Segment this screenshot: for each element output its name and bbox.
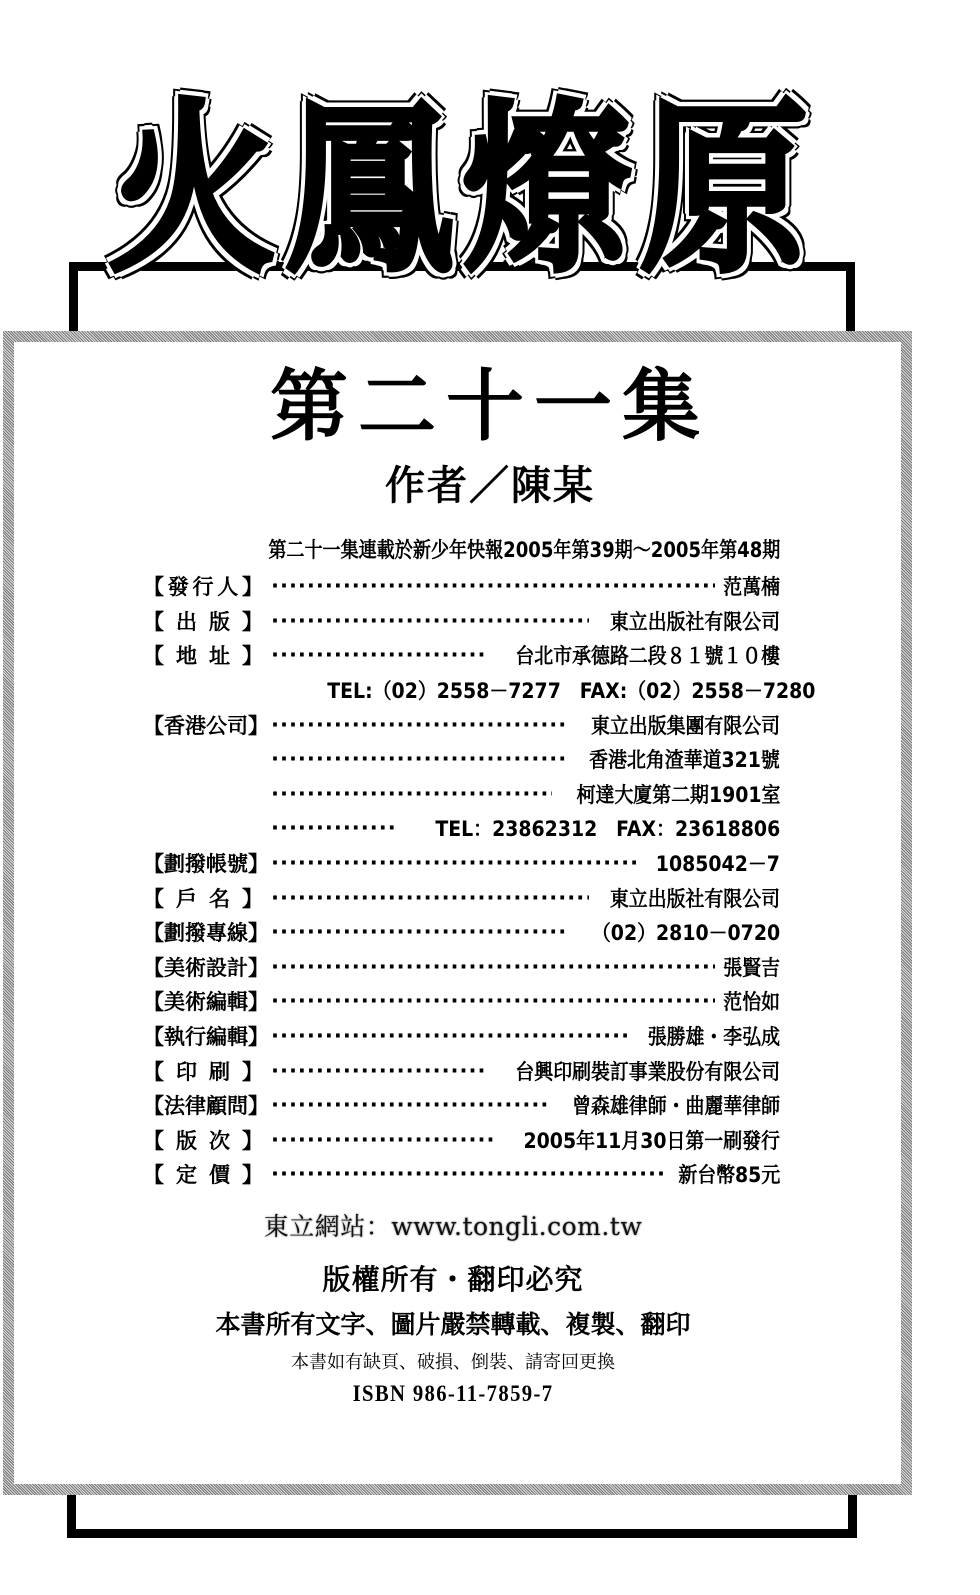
label-glyph: 人 — [217, 575, 239, 600]
label-glyph: 劃 — [164, 852, 185, 877]
label-glyph: 帳 — [206, 852, 227, 877]
label-glyph: 港 — [185, 713, 206, 738]
colophon-value: TEL：23862312 FAX：23618806 — [435, 817, 780, 842]
label-glyph: 【 — [143, 955, 164, 980]
label-glyph: 【 — [143, 1025, 164, 1050]
colophon-label — [143, 710, 269, 740]
dot-leader — [271, 816, 395, 840]
colophon-value: 台北市承德路二段８１號１０樓 — [515, 644, 780, 669]
label-glyph: 】 — [248, 921, 269, 946]
reproduction-notice: 本書所有文字、圖片嚴禁轉載、複製、翻印 — [215, 1310, 691, 1339]
label-glyph: 】 — [248, 1094, 269, 1119]
colophon-label — [143, 917, 269, 947]
label-glyph: 【 — [143, 886, 164, 911]
colophon-row — [143, 1019, 780, 1054]
dot-leader — [271, 1093, 547, 1117]
colophon-row — [143, 707, 780, 742]
label-glyph: 】 — [242, 886, 263, 911]
label-glyph: 出 — [176, 609, 197, 634]
colophon-value: 東立出版集團有限公司 — [591, 713, 780, 738]
colophon-label — [143, 571, 263, 601]
dot-leader — [271, 643, 484, 667]
colophon-row — [143, 1157, 780, 1192]
colophon-row — [143, 742, 780, 777]
dot-leader — [271, 574, 715, 598]
serialization-note: 第二十一集連載於新少年快報2005年第39期～2005年第48期 — [268, 538, 780, 562]
colophon-label — [143, 883, 263, 913]
label-glyph: 【 — [143, 1163, 164, 1188]
colophon-row — [143, 846, 780, 881]
label-glyph: 術 — [185, 990, 206, 1015]
label-glyph: 行 — [192, 575, 214, 600]
colophon-row — [143, 569, 780, 604]
label-glyph: 】 — [242, 575, 263, 600]
label-glyph: 美 — [164, 990, 185, 1015]
label-glyph: 名 — [209, 886, 230, 911]
colophon-value: 台興印刷裝訂事業股份有限公司 — [515, 1059, 780, 1084]
label-glyph: 】 — [248, 955, 269, 980]
label-glyph: 】 — [248, 713, 269, 738]
series-title-char: 原 — [639, 82, 808, 298]
label-glyph: 撥 — [185, 921, 206, 946]
label-glyph: 劃 — [164, 921, 185, 946]
colophon-value: 柯達大廈第二期1901室 — [576, 782, 780, 807]
colophon-value: 張賢吉 — [723, 955, 780, 980]
label-glyph: 【 — [143, 609, 164, 634]
dot-leader — [271, 747, 566, 771]
label-glyph: 】 — [248, 852, 269, 877]
label-glyph: 地 — [176, 644, 197, 669]
label-glyph: 定 — [176, 1163, 197, 1188]
colophon-row — [143, 673, 816, 708]
label-glyph: 法 — [164, 1094, 185, 1119]
colophon-label — [143, 1159, 263, 1189]
colophon-row — [143, 950, 780, 985]
label-glyph: 香 — [164, 713, 185, 738]
label-glyph: 編 — [206, 990, 227, 1015]
label-glyph: 【 — [143, 644, 164, 669]
label-glyph: 設 — [206, 955, 227, 980]
label-glyph: 輯 — [227, 990, 248, 1015]
label-glyph: 】 — [242, 1163, 263, 1188]
label-glyph: 【 — [143, 1094, 164, 1119]
colophon-value: 東立出版社有限公司 — [609, 886, 780, 911]
dot-leader — [271, 851, 640, 875]
dot-leader — [271, 1059, 484, 1083]
colophon-label — [143, 1021, 269, 1051]
colophon-label — [143, 640, 263, 670]
label-glyph: 【 — [143, 990, 164, 1015]
colophon-value: 范怡如 — [723, 990, 780, 1015]
colophon-row — [143, 1123, 780, 1158]
label-glyph: 】 — [242, 1059, 263, 1084]
copyright-notice: 版權所有・翻印必究 — [322, 1263, 584, 1296]
label-glyph: 】 — [248, 990, 269, 1015]
colophon-label — [143, 986, 269, 1016]
label-glyph: 版 — [176, 1128, 197, 1153]
dot-leader — [271, 609, 589, 633]
label-glyph: 律 — [185, 1094, 206, 1119]
dot-leader — [271, 886, 589, 910]
colophon-value: （02）2810－0720 — [591, 921, 780, 946]
colophon-row — [143, 811, 780, 846]
label-glyph: 【 — [143, 1128, 164, 1153]
colophon-value: 香港北角渣華道321號 — [589, 748, 780, 773]
colophon-value: 范萬楠 — [723, 575, 780, 600]
label-glyph: 執 — [164, 1025, 185, 1050]
label-glyph: 專 — [206, 921, 227, 946]
colophon-label — [143, 1056, 263, 1086]
colophon-label — [143, 848, 269, 878]
title-frame-bottom — [67, 1494, 857, 1538]
label-glyph: 【 — [143, 1059, 164, 1084]
label-glyph: 】 — [242, 1128, 263, 1153]
series-title-char: 鳳 — [285, 82, 454, 298]
colophon-row — [143, 604, 780, 639]
label-glyph: 】 — [242, 609, 263, 634]
series-title-char: 燎 — [462, 82, 631, 298]
dot-leader — [271, 1128, 493, 1152]
colophon-value: 曾森雄律師・曲麗華律師 — [572, 1094, 780, 1119]
label-glyph: 】 — [242, 644, 263, 669]
dot-leader — [271, 1162, 665, 1186]
label-glyph: 發 — [167, 575, 189, 600]
colophon-value: 東立出版社有限公司 — [609, 609, 780, 634]
colophon-row — [143, 880, 780, 915]
label-glyph: 【 — [143, 575, 164, 600]
label-glyph: 問 — [227, 1094, 248, 1119]
colophon-label — [143, 1090, 269, 1120]
label-glyph: 【 — [143, 852, 164, 877]
colophon-row — [143, 638, 780, 673]
label-glyph: 編 — [206, 1025, 227, 1050]
series-title-char: 火 — [108, 82, 276, 298]
label-glyph: 【 — [143, 713, 164, 738]
label-glyph: 】 — [248, 1025, 269, 1050]
colophon-row — [143, 984, 780, 1019]
colophon-row — [143, 915, 780, 950]
dot-leader — [271, 920, 569, 944]
colophon-label — [143, 1125, 263, 1155]
label-glyph: 輯 — [227, 1025, 248, 1050]
colophon-label — [143, 606, 263, 636]
website-line: 東立網站：www.tongli.com.tw — [263, 1212, 643, 1241]
label-glyph: 刷 — [209, 1059, 230, 1084]
label-glyph: 線 — [227, 921, 248, 946]
volume-title: 第二十一集 — [269, 361, 710, 452]
label-glyph: 司 — [227, 713, 248, 738]
series-title — [108, 80, 808, 300]
label-glyph: 印 — [176, 1059, 197, 1084]
colophon-value: 張勝雄・李弘成 — [647, 1025, 780, 1050]
label-glyph: 術 — [185, 955, 206, 980]
label-glyph: 顧 — [206, 1094, 227, 1119]
label-glyph: 次 — [209, 1128, 230, 1153]
colophon-row — [143, 777, 780, 812]
colophon-value: 2005年11月30日第一刷發行 — [523, 1128, 780, 1153]
dot-leader — [271, 989, 715, 1013]
label-glyph: 版 — [209, 609, 230, 634]
dot-leader — [271, 782, 552, 806]
label-glyph: 美 — [164, 955, 185, 980]
label-glyph: 價 — [209, 1163, 230, 1188]
author-line: 作者／陳某 — [385, 462, 595, 509]
colophon-value: TEL:（02）2558－7277 FAX:（02）2558－7280 — [327, 679, 816, 704]
label-glyph: 計 — [227, 955, 248, 980]
dot-leader — [271, 713, 568, 737]
dot-leader — [271, 955, 715, 979]
label-glyph: 撥 — [185, 852, 206, 877]
label-glyph: 址 — [209, 644, 230, 669]
colophon-list — [143, 569, 816, 1192]
colophon-label — [143, 952, 269, 982]
colophon-row — [143, 1053, 780, 1088]
label-glyph: 行 — [185, 1025, 206, 1050]
isbn: ISBN 986-11-7859-7 — [352, 1381, 554, 1406]
colophon-value: 新台幣85元 — [678, 1163, 780, 1188]
label-glyph: 公 — [206, 713, 227, 738]
label-glyph: 號 — [227, 852, 248, 877]
dot-leader — [271, 1024, 631, 1048]
replacement-notice: 本書如有缺頁、破損、倒裝、請寄回更換 — [291, 1352, 615, 1373]
label-glyph: 【 — [143, 921, 164, 946]
colophon-value: 1085042－7 — [655, 852, 780, 877]
colophon-row — [143, 1088, 780, 1123]
label-glyph: 戶 — [176, 886, 197, 911]
